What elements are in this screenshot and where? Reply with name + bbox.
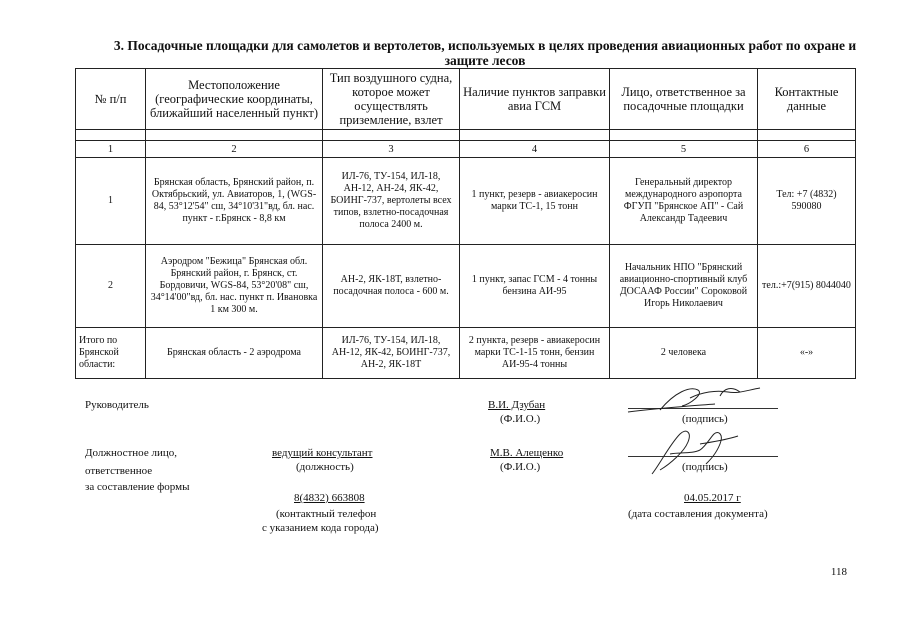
header-cell: Тип воздушного судна, которое может осуществлять приземление, взлет bbox=[323, 69, 460, 130]
page-number: 118 bbox=[830, 566, 847, 578]
fio-caption: (Ф.И.О.) bbox=[500, 461, 541, 473]
signature-caption: (подпись) bbox=[682, 461, 728, 473]
header-cell: Лицо, ответственное за посадочные площадки bbox=[610, 69, 758, 130]
handwritten-signature bbox=[640, 424, 750, 480]
landing-sites-table bbox=[75, 68, 856, 379]
spacer-row bbox=[76, 130, 856, 141]
handwritten-signature bbox=[620, 382, 780, 418]
location-cell: Брянская область - 2 аэродрома bbox=[146, 328, 323, 379]
phone-caption-2: с указанием кода города) bbox=[262, 522, 379, 534]
column-number: 3 bbox=[323, 141, 460, 158]
location-cell: Аэродром "Бежица" Брянская обл. Брянский район, г. Брянск, ст. Бордовичи, WGS-84, 53°20'08" сш, 34°14'00"вд, бл. нас. пункт п. Ивановка 1 км 300 м. bbox=[146, 245, 323, 328]
column-number: 4 bbox=[460, 141, 610, 158]
position-caption: (должность) bbox=[296, 461, 354, 473]
table-row bbox=[76, 158, 856, 245]
column-number-row bbox=[76, 141, 856, 158]
official-label-line3: за составление формы bbox=[85, 481, 190, 493]
column-number: 1 bbox=[76, 141, 146, 158]
header-cell: № п/п bbox=[76, 69, 146, 130]
person-cell: Генеральный директор международного аэропорта ФГУП "Брянское АП" - Сай Александр Тадеевич bbox=[610, 158, 758, 245]
column-number: 5 bbox=[610, 141, 758, 158]
row-number: 1 bbox=[76, 158, 146, 245]
table-row-total bbox=[76, 328, 856, 379]
total-label: Итого по Брянской области: bbox=[76, 328, 146, 379]
head-name: В.И. Дзубан bbox=[488, 399, 546, 411]
phone-caption-1: (контактный телефон bbox=[276, 508, 377, 520]
header-cell: Контактные данные bbox=[758, 69, 856, 130]
official-label-line2: ответственное bbox=[85, 465, 153, 477]
aircraft-cell: АН-2, ЯК-18Т, взлетно-посадочная полоса - 600 м. bbox=[323, 245, 460, 328]
aircraft-cell: ИЛ-76, ТУ-154, ИЛ-18, АН-12, АН-24, ЯК-42, БОИНГ-737, вертолеты всех типов, взлетно-посадочная полоса 2400 м. bbox=[323, 158, 460, 245]
row-number: 2 bbox=[76, 245, 146, 328]
header-cell: Наличие пунктов заправки авиа ГСМ bbox=[460, 69, 610, 130]
table-row bbox=[76, 245, 856, 328]
head-label: Руководитель bbox=[85, 399, 149, 411]
fuel-cell: 2 пункта, резерв - авиакеросин марки ТС-1-15 тонн, бензин АИ-95-4 тонны bbox=[460, 328, 610, 379]
official-label-line1: Должностное лицо, bbox=[85, 447, 177, 459]
date-caption: (дата составления документа) bbox=[628, 508, 768, 520]
column-number: 6 bbox=[758, 141, 856, 158]
fuel-cell: 1 пункт, запас ГСМ - 4 тонны бензина АИ-95 bbox=[460, 245, 610, 328]
date-value: 04.05.2017 г bbox=[684, 492, 741, 504]
person-cell: Начальник НПО "Брянский авиационно-спортивный клуб ДОСААФ России" Сороковой Игорь Николаевич bbox=[610, 245, 758, 328]
table-header-row bbox=[76, 69, 856, 130]
contact-cell: Тел: +7 (4832) 590080 bbox=[758, 158, 856, 245]
fuel-cell: 1 пункт, резерв - авиакеросин марки ТС-1, 15 тонн bbox=[460, 158, 610, 245]
official-name: М.В. Алещенко bbox=[490, 447, 564, 459]
phone-value: 8(4832) 663808 bbox=[294, 492, 365, 504]
signature-caption: (подпись) bbox=[682, 413, 728, 425]
header-cell: Местоположение (географические координаты, ближайший населенный пункт) bbox=[146, 69, 323, 130]
fio-caption: (Ф.И.О.) bbox=[500, 413, 541, 425]
contact-cell: тел.:+7(915) 8044040 bbox=[758, 245, 856, 328]
location-cell: Брянская область, Брянский район, п. Октябрьский, ул. Авиаторов, 1, (WGS-84, 53°12'54" сш, 34°10'31"вд, бл. нас. пункт - г.Брянск - 8,8 км bbox=[146, 158, 323, 245]
person-cell: 2 человека bbox=[610, 328, 758, 379]
document-title: 3. Посадочные площадки для самолетов и вертолетов, используемых в целях проведения авиационных работ по охране и защите лесов bbox=[113, 38, 857, 68]
position-value: ведущий консультант bbox=[272, 447, 373, 459]
aircraft-cell: ИЛ-76, ТУ-154, ИЛ-18, АН-12, ЯК-42, БОИНГ-737, АН-2, ЯК-18Т bbox=[323, 328, 460, 379]
column-number: 2 bbox=[146, 141, 323, 158]
contact-cell: «-» bbox=[758, 328, 856, 379]
